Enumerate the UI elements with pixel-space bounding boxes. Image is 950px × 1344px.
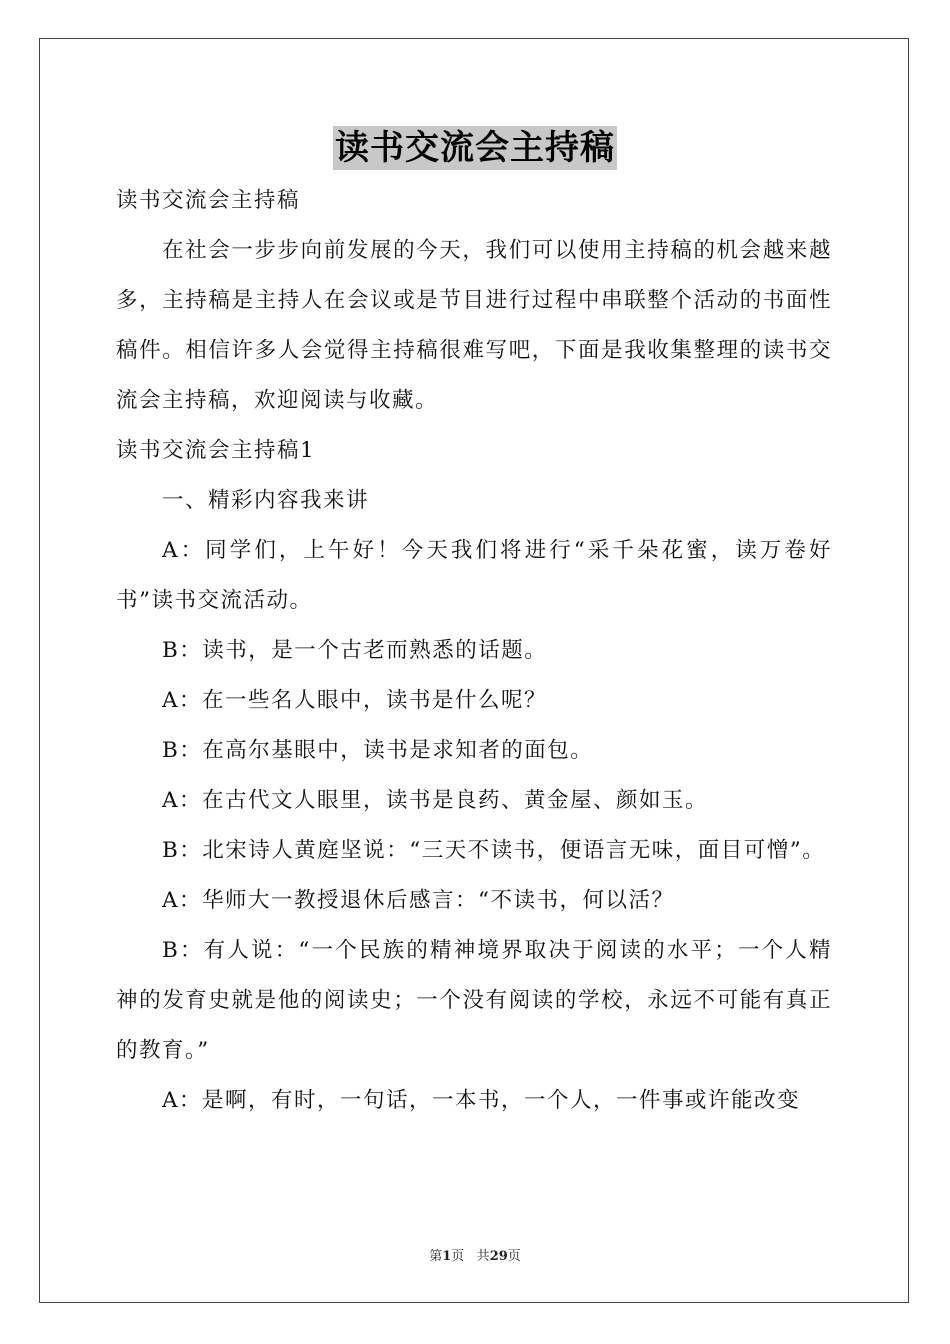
document-title: 读书交流会主持稿	[335, 128, 615, 168]
paragraph-subtitle: 读书交流会主持稿	[116, 188, 301, 213]
paragraph: B：在高尔基眼中，读书是求知者的面包。	[162, 738, 594, 763]
paragraph: A：在一些名人眼中，读书是什么呢？	[162, 688, 548, 713]
paragraph: A：在古代文人眼里，读书是良药、黄金屋、颜如玉。	[162, 788, 709, 813]
total-suffix: 页	[507, 1249, 521, 1264]
page-mid: 页	[451, 1249, 465, 1264]
document-body	[116, 176, 832, 1126]
paragraph-intro: 在社会一步步向前发展的今天，我们可以使用主持稿的机会越来越多，主持稿是主持人在会议或是节目进行过程中串联整个活动的书面性稿件。相信许多人会觉得主持稿很难写吧，下面是我收集整理的读书交流会主持稿，欢迎阅读与收藏。	[116, 238, 832, 413]
paragraph: A：是啊，有时，一句话，一本书，一个人，一件事或许能改变	[162, 1088, 801, 1113]
paragraph: A：同学们，上午好！今天我们将进行“采千朵花蜜，读万卷好书”读书交流活动。	[116, 538, 832, 613]
paragraph: B：有人说：“一个民族的精神境界取决于阅读的水平；一个人精神的发育史就是他的阅读史；一个没有阅读的学校，永远不可能有真正的教育。”	[116, 938, 832, 1063]
paragraph: B：读书，是一个古老而熟悉的话题。	[162, 638, 548, 663]
page-current: 1	[442, 1249, 452, 1264]
page-footer	[0, 1245, 950, 1264]
paragraph: A：华师大一教授退休后感言：“不读书，何以活？	[162, 888, 675, 913]
page-prefix: 第	[429, 1249, 443, 1264]
total-prefix: 共	[476, 1249, 490, 1264]
title-container	[0, 126, 950, 170]
paragraph: B：北宋诗人黄庭坚说：“三天不读书，便语言无味，面目可憎”。	[162, 838, 826, 863]
paragraph-part-heading: 一、精彩内容我来讲	[162, 488, 370, 513]
page-total: 29	[489, 1249, 508, 1264]
paragraph-section-heading: 读书交流会主持稿1	[116, 438, 316, 463]
